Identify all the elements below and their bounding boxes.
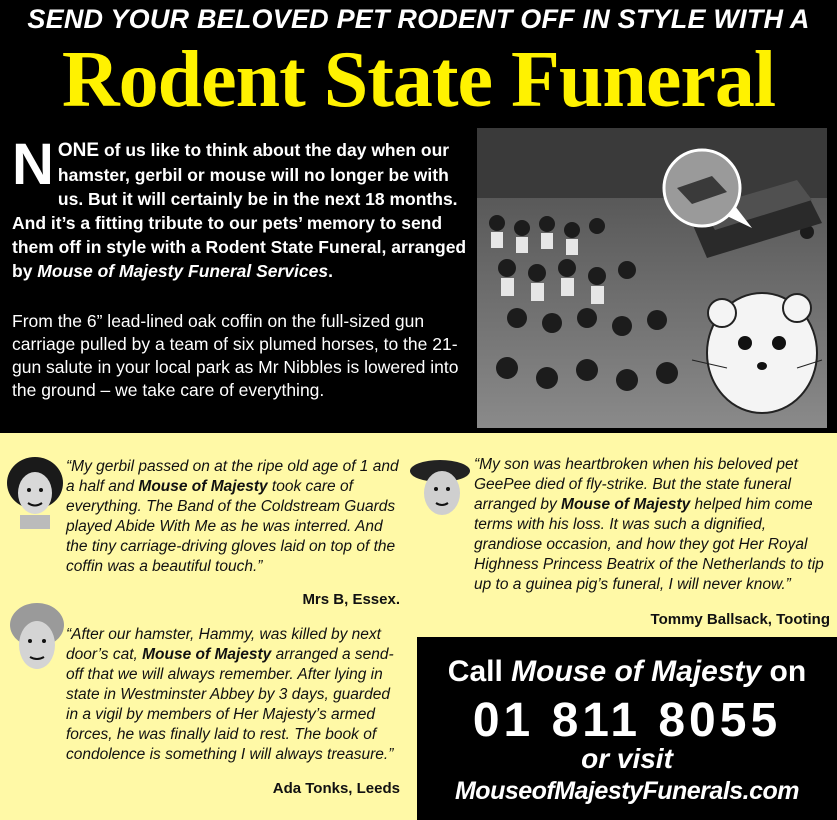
testimonial-3-author: Ada Tonks, Leeds <box>272 780 400 797</box>
intro-company: Mouse of Majesty Funeral Services <box>37 261 329 281</box>
kicker-line: SEND YOUR BELOVED PET RODENT OFF IN STYLE WITH A <box>27 4 810 34</box>
headline: Rodent State Funeral <box>61 36 776 124</box>
cta-or-visit: or visit <box>581 743 673 774</box>
intro-paragraph <box>12 132 467 283</box>
intro-text-1: of us like to think about the day when our hamster, gerbil or mouse will no longer be with us. But it will certainly be in the next 18 months. And it’s a fitting tribute to our pets’ memory to send them off in style with a <box>12 140 458 257</box>
intro-text-2: , arranged by <box>12 237 467 281</box>
testimonial-3-quote: “After our hamster, Hammy, was killed by next door’s cat, Mouse of Majesty arranged a send-off that we will always remember. After lying in state in Westminster Abbey by 3 days, guarded in a vigil by members of Her Majesty’s armed forces, he was finally laid to rest. The book of condolence is something I will always treasure.” <box>66 626 394 763</box>
call-to-action <box>417 637 837 820</box>
intro-bold-1: Rodent State Funeral <box>205 237 382 257</box>
testimonial-1-quote: “My gerbil passed on at the ripe old age of 1 and a half and Mouse of Majesty took care of everything. The Band of the Coldstream Guards played Abide With Me as he was interred. And the tiny carriage-driving gloves laid on top of the coffin was a beautiful touch.” <box>66 458 399 575</box>
testimonial-2-quote: “My son was heartbroken when his beloved pet GeePee died of fly-strike. But the state funeral arranged by Mouse of Majesty helped him come terms with his loss. It was such a dignified, grandiose occasion, and how they got Her Royal Highness Princess Beatrix of the Netherlands to tip up to a guinea pig’s funeral, I will never know.” <box>474 456 824 593</box>
phone-number[interactable]: 01 811 8055 <box>472 694 782 747</box>
website-link[interactable]: MouseofMajestyFunerals.com <box>454 777 800 805</box>
mrs-b-portrait <box>6 453 64 529</box>
tommy-portrait <box>410 451 472 521</box>
testimonial-2-author: Tommy Ballsack, Tooting <box>650 611 830 628</box>
testimonial-1-author: Mrs B, Essex. <box>302 591 400 608</box>
drop-cap: N <box>12 132 54 197</box>
intro-text-3: . <box>328 261 333 281</box>
procession-illustration <box>477 128 827 428</box>
cta-call-line: Call Mouse of Majesty on <box>447 655 807 688</box>
ada-portrait <box>8 601 66 679</box>
intro-lead-word: ONE <box>57 140 100 161</box>
funeral-procession-photo <box>477 128 827 428</box>
paragraph-2: From the 6” lead-lined oak coffin on the full-sized gun carriage pulled by a team of six plumed horses, to the 21-gun salute in your local park as Mr Nibbles is lowered into the ground – we take care of everything. <box>12 311 459 400</box>
